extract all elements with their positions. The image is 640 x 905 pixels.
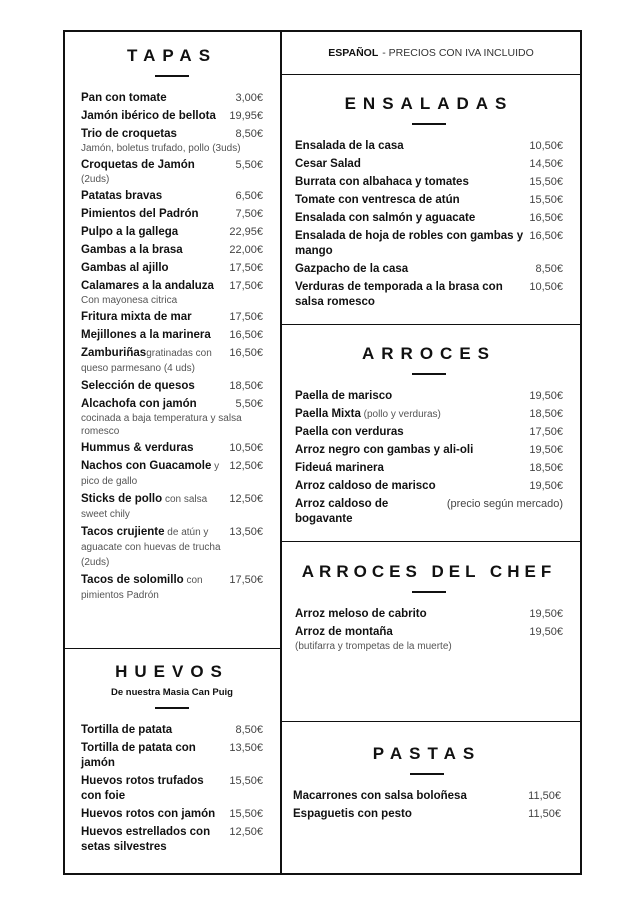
item-name — [295, 625, 393, 640]
menu-item — [81, 207, 263, 222]
item-name-text: Tomate con ventresca de atún — [295, 194, 460, 206]
menu-item — [293, 789, 561, 804]
menu-item — [295, 425, 563, 440]
item-price: 17,50€ — [229, 280, 263, 292]
item-name-text: Tacos crujiente — [81, 526, 165, 538]
menu-item-row — [81, 243, 263, 258]
menu-item-row — [295, 193, 563, 208]
menu-item-row — [81, 127, 263, 142]
item-name-text: Ensalada de hoja de robles con gambas y mango — [295, 230, 524, 257]
menu-item-row — [81, 723, 263, 738]
menu-item-row — [81, 397, 263, 412]
item-name — [295, 139, 404, 154]
item-name-text: Pan con tomate — [81, 92, 167, 104]
menu-item-row — [81, 774, 263, 804]
menu-item-row — [81, 807, 263, 822]
item-name — [81, 825, 223, 855]
language-header — [282, 32, 580, 74]
menu-item — [81, 459, 263, 489]
section-title: PASTAS — [372, 744, 482, 763]
menu-item — [295, 625, 563, 653]
section-title: TAPAS — [126, 46, 218, 65]
item-name-text: Verduras de temporada a la brasa con salsa romesco — [295, 281, 503, 308]
item-price: 16,50€ — [229, 347, 263, 359]
section-ensaladas — [295, 94, 563, 313]
menu-item-row — [293, 789, 561, 804]
menu-item-row — [295, 425, 563, 440]
item-name-text: Arroz de montaña — [295, 626, 393, 638]
item-name — [81, 158, 195, 173]
item-name — [81, 225, 178, 240]
item-price: 16,50€ — [529, 212, 563, 224]
menu-item — [293, 807, 561, 822]
menu-item-row — [295, 443, 563, 458]
item-price: 8,50€ — [535, 263, 563, 275]
item-name — [81, 189, 162, 204]
item-name — [81, 127, 177, 142]
menu-item — [295, 607, 563, 622]
menu-item-row — [295, 625, 563, 640]
item-name — [295, 425, 404, 440]
menu-item — [295, 211, 563, 226]
item-name-text: Macarrones con salsa boloñesa — [293, 790, 467, 802]
menu-item-row — [295, 211, 563, 226]
item-name — [295, 479, 436, 494]
section-title: ENSALADAS — [344, 94, 514, 113]
menu-item-row — [81, 279, 263, 294]
item-name — [81, 310, 192, 325]
item-name — [81, 346, 223, 376]
item-price: 17,50€ — [229, 574, 263, 586]
item-name — [295, 229, 523, 259]
menu-item — [81, 91, 263, 106]
menu-item-row — [81, 346, 263, 376]
menu-item-row — [81, 109, 263, 124]
menu-item — [81, 492, 263, 522]
item-name-text: Ensalada con salmón y aguacate — [295, 212, 476, 224]
title-underline — [155, 707, 189, 709]
menu-item-row — [295, 280, 563, 310]
item-name-text: Zamburiñas — [81, 347, 147, 359]
item-name-text: Huevos rotos con jamón — [81, 808, 216, 820]
menu-item-row — [81, 225, 263, 240]
section-pastas — [293, 744, 561, 825]
menu-item — [81, 573, 263, 603]
item-name-text: Huevos rotos trufados con foie — [81, 775, 204, 802]
item-name-text: Arroz negro con gambas y ali-oli — [295, 444, 474, 456]
item-price: 11,50€ — [528, 808, 561, 820]
menu-item-row — [295, 229, 563, 259]
item-price: 19,95€ — [229, 110, 263, 122]
item-name — [81, 207, 199, 222]
menu-item-row — [295, 157, 563, 172]
item-name-text: Arroz caldoso de marisco — [295, 480, 436, 492]
item-price: 10,50€ — [529, 140, 563, 152]
menu-item-row — [295, 407, 563, 422]
item-name-text: Paella de marisco — [295, 390, 393, 402]
menu-item-row — [81, 459, 263, 489]
item-name — [81, 723, 172, 738]
item-name — [295, 280, 523, 310]
item-name — [81, 573, 223, 603]
item-price: 11,50€ — [528, 790, 561, 802]
item-name-text: Jamón ibérico de bellota — [81, 110, 216, 122]
item-price: 13,50€ — [229, 742, 263, 754]
price-note: - PRECIOS CON IVA INCLUIDO — [382, 47, 534, 59]
title-underline — [410, 773, 444, 775]
item-name-text: Mejillones a la marinera — [81, 329, 211, 341]
menu-item — [81, 825, 263, 855]
item-description: cocinada a baja temperatura y salsa romesco — [81, 413, 242, 437]
item-name-text: Ensalada de la casa — [295, 140, 404, 152]
menu-item-row — [81, 379, 263, 394]
item-price: 19,50€ — [529, 608, 563, 620]
item-name — [81, 243, 183, 258]
section-divider — [65, 648, 280, 649]
menu-item-row — [81, 573, 263, 603]
menu-item — [81, 261, 263, 276]
item-name-text: Paella Mixta — [295, 408, 361, 420]
menu-items — [293, 789, 561, 822]
menu-item-row — [81, 525, 263, 570]
item-name-text: Fritura mixta de mar — [81, 311, 192, 323]
menu-item-row — [81, 741, 263, 771]
item-price: (precio según mercado) — [446, 498, 563, 510]
item-name — [81, 441, 193, 456]
title-underline — [155, 75, 189, 77]
title-underline — [412, 373, 446, 375]
menu-item-row — [295, 389, 563, 404]
menu-item-row — [81, 261, 263, 276]
item-name — [295, 193, 460, 208]
item-name — [81, 459, 223, 489]
item-price: 16,50€ — [229, 329, 263, 341]
title-underline — [412, 123, 446, 125]
section-huevos — [81, 662, 263, 858]
menu-items — [295, 389, 563, 527]
column-divider — [280, 32, 282, 873]
menu-item — [295, 497, 563, 527]
item-name — [295, 157, 361, 172]
item-name-text: Pulpo a la gallega — [81, 226, 179, 238]
item-price: 12,50€ — [229, 493, 263, 505]
item-price: 17,50€ — [529, 426, 563, 438]
menu-item — [295, 262, 563, 277]
menu-item — [295, 461, 563, 476]
item-price: 19,50€ — [529, 444, 563, 456]
item-description: Con mayonesa citrica — [81, 295, 178, 306]
menu-item-row — [295, 497, 563, 527]
item-name-text: Calamares a la andaluza — [81, 280, 214, 292]
menu-item-row — [81, 441, 263, 456]
item-name-text: Alcachofa con jamón — [81, 398, 197, 410]
menu-item — [81, 310, 263, 325]
section-divider — [282, 324, 580, 325]
item-price: 16,50€ — [529, 230, 563, 242]
menu-item — [81, 774, 263, 804]
item-name — [295, 211, 475, 226]
menu-item-row — [81, 328, 263, 343]
item-price: 15,50€ — [229, 775, 263, 787]
item-price: 18,50€ — [229, 380, 263, 392]
item-price: 17,50€ — [229, 262, 263, 274]
menu-item-row — [81, 492, 263, 522]
menu-item-row — [81, 310, 263, 325]
item-name — [81, 261, 169, 276]
item-note: con pimientos Padrón — [81, 575, 203, 601]
menu-item — [81, 397, 263, 438]
menu-item — [295, 139, 563, 154]
menu-items — [81, 723, 263, 855]
language-label: ESPAÑOL — [328, 47, 379, 59]
menu-item-row — [81, 189, 263, 204]
menu-item-row — [81, 207, 263, 222]
menu-item — [81, 741, 263, 771]
menu-frame — [63, 30, 582, 875]
menu-item — [295, 280, 563, 310]
item-name — [81, 328, 211, 343]
item-note: de atún y aguacate con huevas de trucha (2uds) — [81, 527, 221, 568]
item-name-text: Gazpacho de la casa — [295, 263, 409, 275]
menu-item — [81, 328, 263, 343]
menu-item — [81, 346, 263, 376]
item-name-text: Huevos estrellados con setas silvestres — [81, 826, 211, 853]
item-price: 12,50€ — [229, 460, 263, 472]
item-note: con salsa sweet chily — [81, 494, 208, 520]
item-name-text: Fideuá marinera — [295, 462, 384, 474]
menu-item-row — [295, 479, 563, 494]
menu-item — [81, 225, 263, 240]
item-name-text: Arroz meloso de cabrito — [295, 608, 427, 620]
menu-item — [81, 127, 263, 155]
menu-item — [81, 109, 263, 124]
item-name-text: Tortilla de patata con jamón — [81, 742, 196, 769]
item-price: 3,00€ — [235, 92, 263, 104]
item-name — [293, 807, 412, 822]
item-price: 8,50€ — [235, 724, 263, 736]
item-description: (butifarra y trompetas de la muerte) — [295, 641, 452, 652]
item-name-text: Pimientos del Padrón — [81, 208, 199, 220]
section-title: ARROCES — [361, 344, 496, 363]
menu-item — [81, 279, 263, 307]
menu-item-row — [295, 461, 563, 476]
menu-item-row — [295, 262, 563, 277]
menu-item — [81, 189, 263, 204]
item-price: 18,50€ — [529, 408, 563, 420]
menu-item — [295, 193, 563, 208]
item-name — [81, 525, 223, 570]
menu-item — [81, 723, 263, 738]
section-chef — [295, 562, 563, 656]
item-name-text: Sticks de pollo — [81, 493, 163, 505]
item-note: (pollo y verduras) — [360, 409, 441, 420]
menu-items — [295, 139, 563, 310]
menu-item — [81, 441, 263, 456]
item-name — [295, 461, 384, 476]
item-name — [81, 774, 223, 804]
item-name — [295, 497, 441, 527]
item-name-text: Patatas bravas — [81, 190, 163, 202]
item-name-text: Hummus & verduras — [81, 442, 194, 454]
section-title: HUEVOS — [115, 662, 229, 681]
item-name-text: Gambas al ajillo — [81, 262, 169, 274]
item-name-text: Croquetas de Jamón — [81, 159, 195, 171]
menu-item-row — [81, 158, 263, 173]
section-arroces — [295, 344, 563, 530]
menu-item — [81, 525, 263, 570]
menu-items — [295, 607, 563, 653]
menu-item-row — [295, 139, 563, 154]
item-price: 15,50€ — [529, 194, 563, 206]
item-price: 12,50€ — [229, 826, 263, 838]
item-name — [295, 262, 408, 277]
item-price: 17,50€ — [229, 311, 263, 323]
item-price: 8,50€ — [235, 128, 263, 140]
menu-item-row — [295, 175, 563, 190]
menu-item — [295, 175, 563, 190]
item-price: 14,50€ — [529, 158, 563, 170]
item-name — [81, 492, 223, 522]
item-name — [81, 91, 167, 106]
item-name-text: Arroz caldoso de bogavante — [295, 498, 389, 525]
item-name — [295, 389, 392, 404]
menu-item — [295, 443, 563, 458]
item-name — [81, 397, 197, 412]
item-price: 15,50€ — [529, 176, 563, 188]
item-price: 19,50€ — [529, 480, 563, 492]
section-subtitle: De nuestra Masia Can Puig — [111, 687, 233, 698]
menu-item-row — [295, 607, 563, 622]
item-name — [81, 279, 214, 294]
item-price: 18,50€ — [529, 462, 563, 474]
item-note: gratinadas con queso parmesano (4 uds) — [81, 348, 212, 374]
menu-item — [81, 807, 263, 822]
item-price: 19,50€ — [529, 390, 563, 402]
menu-item — [81, 379, 263, 394]
item-note: y pico de gallo — [81, 461, 220, 487]
item-name — [81, 741, 223, 771]
section-tapas — [81, 46, 263, 606]
item-name — [81, 379, 195, 394]
item-name — [81, 807, 215, 822]
item-name-text: Trio de croquetas — [81, 128, 177, 140]
item-price: 19,50€ — [529, 626, 563, 638]
item-price: 10,50€ — [529, 281, 563, 293]
menu-item — [295, 229, 563, 259]
menu-item-row — [81, 91, 263, 106]
item-name-text: Burrata con albahaca y tomates — [295, 176, 469, 188]
item-description: (2uds) — [81, 174, 110, 185]
item-name-text: Tortilla de patata — [81, 724, 173, 736]
menu-item — [295, 407, 563, 422]
item-name-text: Gambas a la brasa — [81, 244, 183, 256]
menu-item — [295, 389, 563, 404]
item-price: 5,50€ — [235, 398, 263, 410]
menu-item — [295, 479, 563, 494]
item-price: 15,50€ — [229, 808, 263, 820]
item-name-text: Paella con verduras — [295, 426, 404, 438]
item-name — [293, 789, 467, 804]
item-price: 22,95€ — [229, 226, 263, 238]
item-name — [295, 175, 469, 190]
section-title: ARROCES DEL CHEF — [301, 562, 557, 581]
item-price: 13,50€ — [229, 526, 263, 538]
item-price: 10,50€ — [229, 442, 263, 454]
item-name — [295, 443, 473, 458]
item-name-text: Tacos de solomillo — [81, 574, 184, 586]
item-price: 6,50€ — [235, 190, 263, 202]
menu-item-row — [81, 825, 263, 855]
menu-item — [81, 243, 263, 258]
menu-item-row — [293, 807, 561, 822]
menu-item — [295, 157, 563, 172]
item-price: 22,00€ — [229, 244, 263, 256]
item-name — [295, 407, 441, 422]
section-divider — [282, 541, 580, 542]
menu-item — [81, 158, 263, 186]
title-underline — [412, 591, 446, 593]
item-name-text: Cesar Salad — [295, 158, 361, 170]
item-description: Jamón, boletus trufado, pollo (3uds) — [81, 143, 241, 154]
item-name — [81, 109, 216, 124]
item-name-text: Selección de quesos — [81, 380, 195, 392]
item-name — [295, 607, 427, 622]
menu-items — [81, 91, 263, 603]
item-price: 5,50€ — [235, 159, 263, 171]
item-name-text: Espaguetis con pesto — [293, 808, 412, 820]
item-price: 7,50€ — [235, 208, 263, 220]
section-divider — [282, 721, 580, 722]
section-divider — [282, 74, 580, 75]
item-name-text: Nachos con Guacamole — [81, 460, 212, 472]
